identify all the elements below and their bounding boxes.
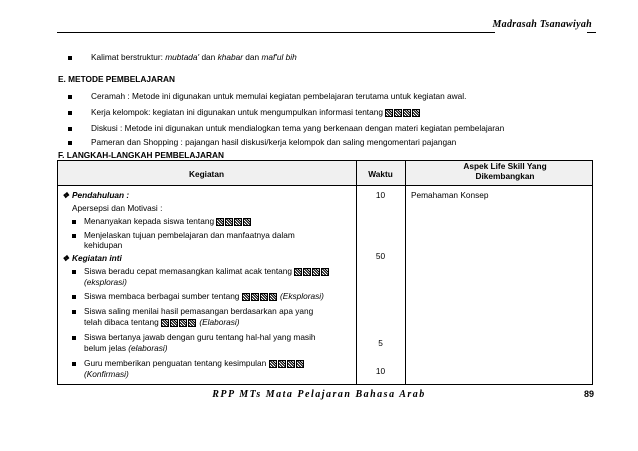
- section-f-heading: F. LANGKAH-LANGKAH PEMBELAJARAN: [58, 150, 224, 160]
- list-item: Siswa membaca berbagai sumber tentang (Eksplorasi): [72, 291, 324, 302]
- header-rule: [57, 32, 495, 33]
- arabic-word-image: [294, 267, 330, 277]
- struktur-item: Kalimat berstruktur: mubtada' dan khabar dan maf'ul bih: [68, 52, 297, 62]
- bullet-icon: [68, 141, 72, 145]
- page-number: 89: [583, 389, 594, 399]
- arabic-word-image: [161, 318, 197, 328]
- waktu-value: 10: [375, 366, 386, 376]
- list-item: Siswa beradu cepat memasangkan kalimat acak tentang: [72, 266, 330, 277]
- arabic-word-image: [269, 359, 305, 369]
- table-header-aspek: Aspek Life Skill Yang Dikembangkan: [463, 161, 547, 181]
- bullet-icon: [68, 111, 72, 115]
- list-item: Menjelaskan tujuan pembelajaran dan manfaatnya dalam: [72, 230, 295, 240]
- method-item: Diskusi : Metode ini digunakan untuk mendialogkan tema yang berkenaan dengan materi kegiatan pembelajaran: [68, 123, 504, 133]
- list-item: Guru memberikan penguatan tentang kesimpulan: [72, 358, 305, 369]
- list-item: Menanyakan kepada siswa tentang: [72, 216, 252, 227]
- list-item-continued: (eksplorasi): [84, 277, 127, 287]
- waktu-value: 10: [375, 190, 386, 200]
- table-header-waktu: Waktu: [368, 169, 393, 179]
- pendahuluan-title: ❖ Pendahuluan :: [62, 190, 130, 200]
- bullet-icon: [72, 270, 76, 274]
- arabic-word-image: [216, 217, 252, 227]
- diamond-bullet-icon: ❖: [62, 191, 70, 200]
- method-item: Pameran dan Shopping : pajangan hasil diskusi/kerja kelompok dan saling mengomentari pajangan: [68, 137, 456, 147]
- section-e-heading: E. METODE PEMBELAJARAN: [58, 74, 175, 84]
- bullet-icon: [68, 127, 72, 131]
- bullet-icon: [72, 220, 76, 224]
- inti-title: ❖ Kegiatan inti: [62, 253, 122, 263]
- bullet-icon: [72, 234, 76, 238]
- table-divider: [405, 160, 406, 385]
- list-item-continued: telah dibaca tentang (Elaborasi): [84, 317, 240, 327]
- footer-title: RPP MTs Mata Pelajaran Bahasa Arab: [212, 389, 426, 400]
- bullet-icon: [72, 310, 76, 314]
- bullet-icon: [72, 336, 76, 340]
- apersepsi-label: Apersepsi dan Motivasi :: [72, 203, 163, 213]
- list-item: Siswa bertanya jawab dengan guru tentang hal-hal yang masih: [72, 332, 316, 342]
- list-item: Siswa saling menilai hasil pemasangan berdasarkan apa yang: [72, 306, 313, 316]
- list-item-continued: (Konfirmasi): [84, 369, 129, 379]
- waktu-value: 50: [375, 251, 386, 261]
- arabic-word-image: [242, 292, 278, 302]
- table-header-kegiatan: Kegiatan: [188, 169, 225, 179]
- bullet-icon: [72, 362, 76, 366]
- bullet-icon: [68, 56, 72, 60]
- header-rule-end: [587, 32, 596, 33]
- diamond-bullet-icon: ❖: [62, 254, 70, 263]
- table-divider: [57, 185, 593, 186]
- waktu-value: 5: [378, 338, 383, 348]
- aspek-value: Pemahaman Konsep: [411, 190, 489, 200]
- method-item: Kerja kelompok: kegiatan ini digunakan untuk mengumpulkan informasi tentang: [68, 107, 421, 118]
- method-item: Ceramah : Metode ini digunakan untuk memulai kegiatan pembelajaran terutama untuk kegiatan awal.: [68, 91, 466, 101]
- running-header: Madrasah Tsanawiyah: [492, 19, 592, 30]
- list-item-continued: kehidupan: [84, 240, 123, 250]
- arabic-word-image: [385, 108, 421, 118]
- bullet-icon: [68, 95, 72, 99]
- bullet-icon: [72, 295, 76, 299]
- list-item-continued: belum jelas (elaborasi): [84, 343, 168, 353]
